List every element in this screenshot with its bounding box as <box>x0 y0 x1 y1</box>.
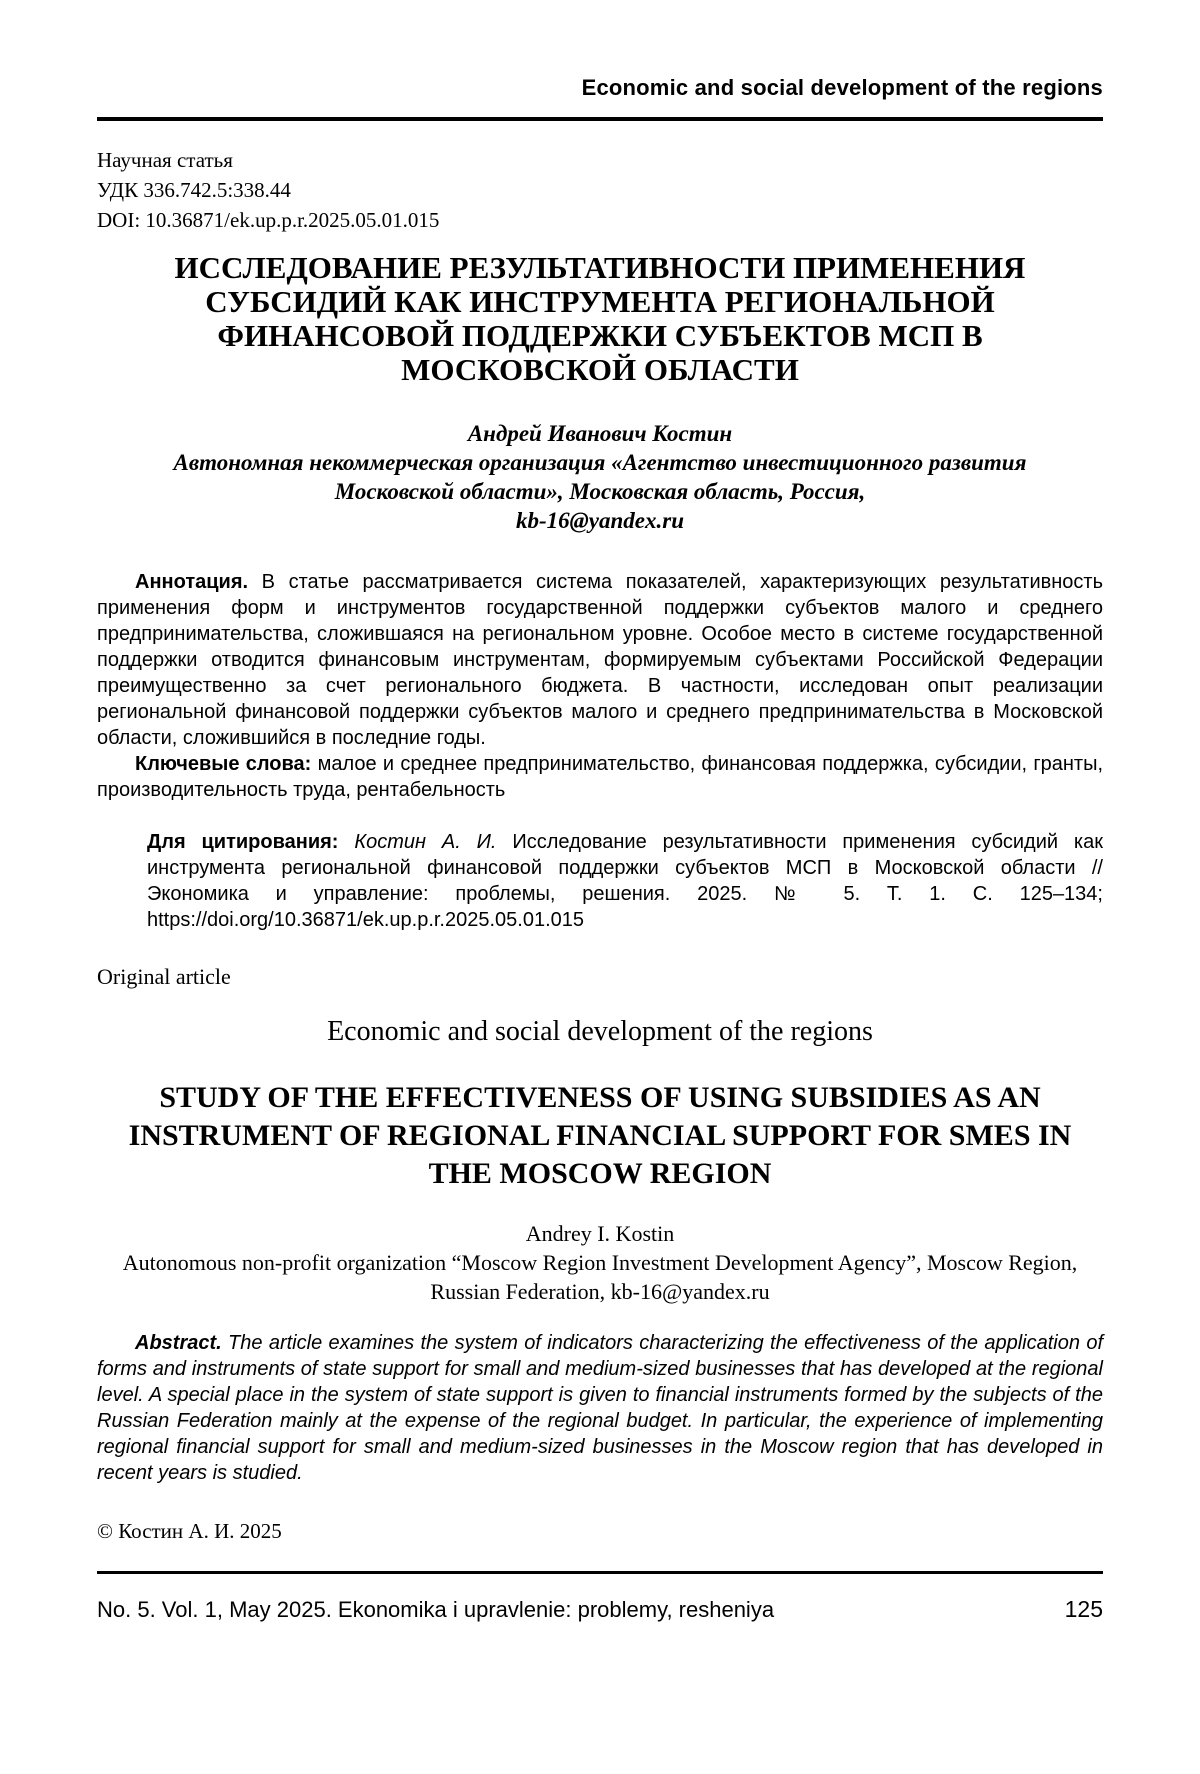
section-heading-en: Economic and social development of the regions <box>327 1016 873 1047</box>
footer-rule <box>97 1571 1103 1574</box>
header-rule <box>97 117 1103 121</box>
article-type-ru: Научная статья <box>97 148 233 172</box>
author-block-ru <box>97 419 1103 535</box>
abstract-ru-label: Аннотация. <box>135 571 249 593</box>
footer-page-number: 125 <box>1064 1596 1103 1622</box>
keywords-ru-label: Ключевые слова: <box>135 753 312 775</box>
meta-block <box>97 145 1103 235</box>
affiliation-ru: Автономная некоммерческая организация «Агентство инвестиционного развития Московской области», Московская область, Россия, <box>173 450 1027 504</box>
doi-line: DOI: 10.36871/ek.up.p.r.2025.05.01.015 <box>97 208 440 232</box>
abstract-en-label: Abstract. <box>135 1332 222 1354</box>
footer-journal-line: No. 5. Vol. 1, May 2025. Ekonomika i upravlenie: problemy, resheniya <box>97 1597 775 1622</box>
keywords-ru <box>97 751 1103 803</box>
citation-ru-label: Для цитирования: <box>147 831 339 853</box>
author-block-en <box>97 1219 1103 1306</box>
footer <box>97 1596 1103 1623</box>
author-name-ru: Андрей Иванович Костин <box>467 421 733 446</box>
article-type-en: Original article <box>97 964 231 989</box>
title-en: STUDY OF THE EFFECTIVENESS OF USING SUBSIDIES AS AN INSTRUMENT OF REGIONAL FINANCIAL SUPPORT FOR SMES IN THE MOSCOW REGION <box>128 1081 1072 1190</box>
citation-ru-text: Исследование результативности применения субсидий как инструмента региональной финансовой поддержки субъектов МСП в Московской области // Экономика и управление: проблемы, решения. 2025. № 5. Т. 1. С. 125–134; https://doi.org/10.36871/ek.up.p.r.2025.05.01.015 <box>147 831 1103 931</box>
title-ru: ИССЛЕДОВАНИЕ РЕЗУЛЬТАТИВНОСТИ ПРИМЕНЕНИЯ СУБСИДИЙ КАК ИНСТРУМЕНТА РЕГИОНАЛЬНОЙ ФИНАНСОВОЙ ПОДДЕРЖКИ СУБЪЕКТОВ МСП В МОСКОВСКОЙ ОБЛАСТИ <box>174 250 1026 387</box>
copyright-line: © Костин А. И. 2025 <box>97 1519 282 1543</box>
abstract-en-text: The article examines the system of indicators characterizing the effectiveness of the application of forms and instruments of state support for small and medium-sized businesses that has developed at the regional level. A special place in the system of state support is given to financial instruments formed by the subjects of the Russian Federation mainly at the expense of the regional budget. In particular, the experience of implementing regional financial support for small and medium-sized businesses in the Moscow region that has developed in recent years is studied. <box>97 1332 1103 1484</box>
abstract-en <box>97 1330 1103 1486</box>
udc-code: УДК 336.742.5:338.44 <box>97 178 291 202</box>
abstract-ru-text: В статье рассматривается система показателей, характеризующих результативность применения форм и инструментов государственной поддержки субъектов малого и среднего предпринимательства, сложившаяся на региональном уровне. Особое место в системе государственной поддержки отводится финансовым инструментам, формируемым субъектами Российской Федерации преимущественно за счет регионального бюджета. В частности, исследован опыт реализации региональной финансовой поддержки субъектов малого и среднего предпринимательства в Московской области, сложившийся в последние годы. <box>97 571 1103 749</box>
citation-ru-authors: Костин А. И. <box>354 831 497 853</box>
author-email-ru: kb-16@yandex.ru <box>516 508 684 533</box>
citation-ru <box>147 829 1103 933</box>
keywords-ru-text: малое и среднее предпринимательство, финансовая поддержка, субсидии, гранты, производительность труда, рентабельность <box>97 753 1103 801</box>
author-name-en: Andrey I. Kostin <box>525 1221 675 1246</box>
running-header: Economic and social development of the regions <box>581 75 1103 100</box>
abstract-ru <box>97 569 1103 751</box>
article-page <box>0 76 1200 1774</box>
affiliation-en: Autonomous non-profit organization “Moscow Region Investment Development Agency”, Moscow Region, Russian Federation, kb-16@yandex.ru <box>122 1250 1078 1304</box>
